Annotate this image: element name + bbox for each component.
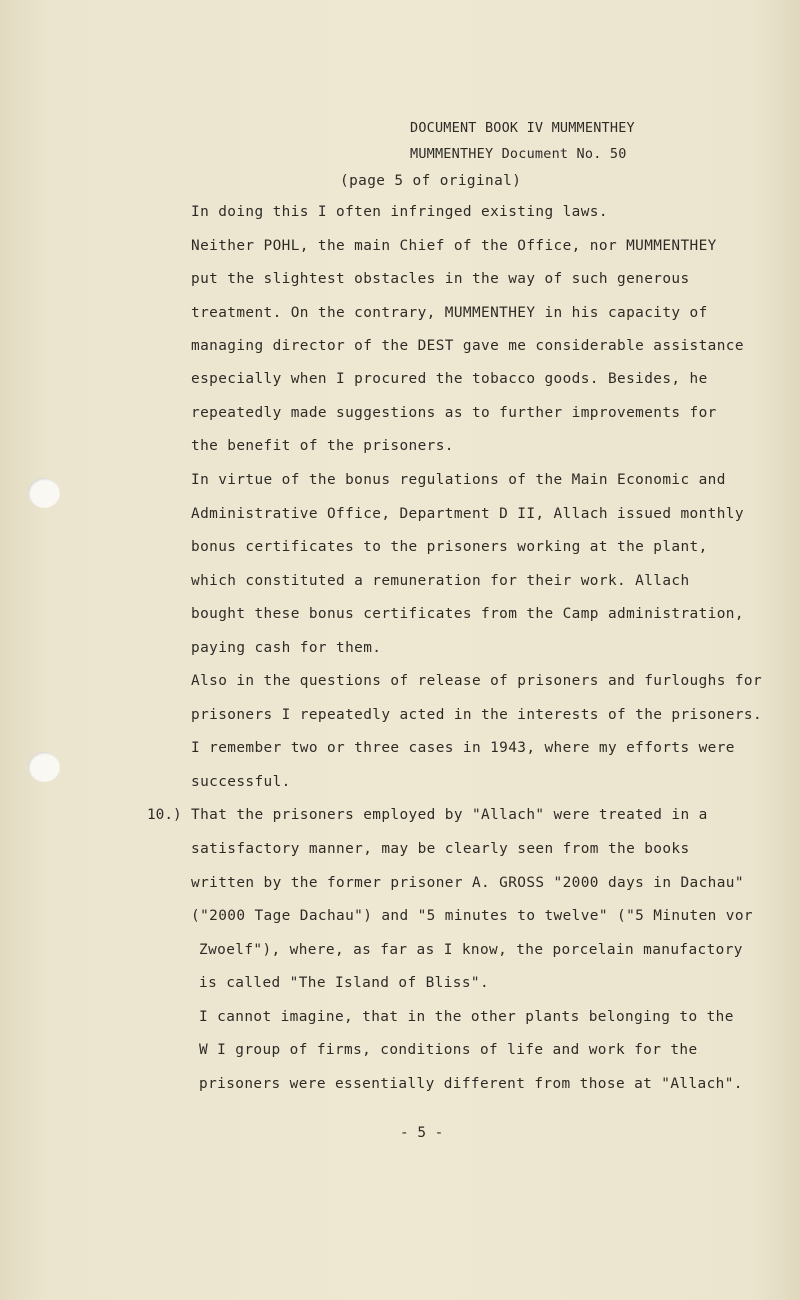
text-line: Administrative Office, Department D II, Allach issued monthly [191,506,744,522]
text-line: is called "The Island of Bliss". [199,975,490,991]
text-line: W I group of firms, conditions of life and work for the [199,1042,698,1058]
text-line: bought these bonus certificates from the Camp administration, [191,606,744,622]
text-line: especially when I procured the tobacco goods. Besides, he [191,371,708,387]
text-line: prisoners I repeatedly acted in the interests of the prisoners. [191,707,763,723]
text-line: which constituted a remuneration for their work. Allach [191,573,690,589]
text-line: managing director of the DEST gave me considerable assistance [191,338,744,354]
text-line: Also in the questions of release of prisoners and furloughs for [191,673,763,689]
text-line: the benefit of the prisoners. [191,438,454,454]
page-number: - 5 - [400,1125,444,1141]
paragraph-number: 10.) [147,807,182,823]
text-line: repeatedly made suggestions as to further improvements for [191,405,717,421]
text-line: successful. [191,774,291,790]
punch-hole [28,752,60,782]
text-line: paying cash for them. [191,640,382,656]
header-document-book: DOCUMENT BOOK IV MUMMENTHEY [410,120,635,136]
text-line: Neither POHL, the main Chief of the Office, nor MUMMENTHEY [191,238,717,254]
text-line: treatment. On the contrary, MUMMENTHEY in his capacity of [191,305,708,321]
text-line: That the prisoners employed by "Allach" were treated in a [191,807,708,823]
text-line: Zwoelf"), where, as far as I know, the porcelain manufactory [199,942,743,958]
punch-hole [28,478,60,508]
text-line: prisoners were essentially different from those at "Allach". [199,1076,743,1092]
text-line: ("2000 Tage Dachau") and "5 minutes to twelve" ("5 Minuten vor [191,908,753,924]
text-line: put the slightest obstacles in the way of such generous [191,271,690,287]
text-line: satisfactory manner, may be clearly seen from the books [191,841,690,857]
text-line: I remember two or three cases in 1943, where my efforts were [191,740,735,756]
text-line: In doing this I often infringed existing laws. [191,204,608,220]
text-line: written by the former prisoner A. GROSS "2000 days in Dachau" [191,875,744,891]
header-document-number: MUMMENTHEY Document No. 50 [410,146,627,162]
text-line: I cannot imagine, that in the other plants belonging to the [199,1009,734,1025]
text-line: In virtue of the bonus regulations of the Main Economic and [191,472,726,488]
text-line: bonus certificates to the prisoners working at the plant, [191,539,708,555]
header-page-reference: (page 5 of original) [340,173,522,189]
